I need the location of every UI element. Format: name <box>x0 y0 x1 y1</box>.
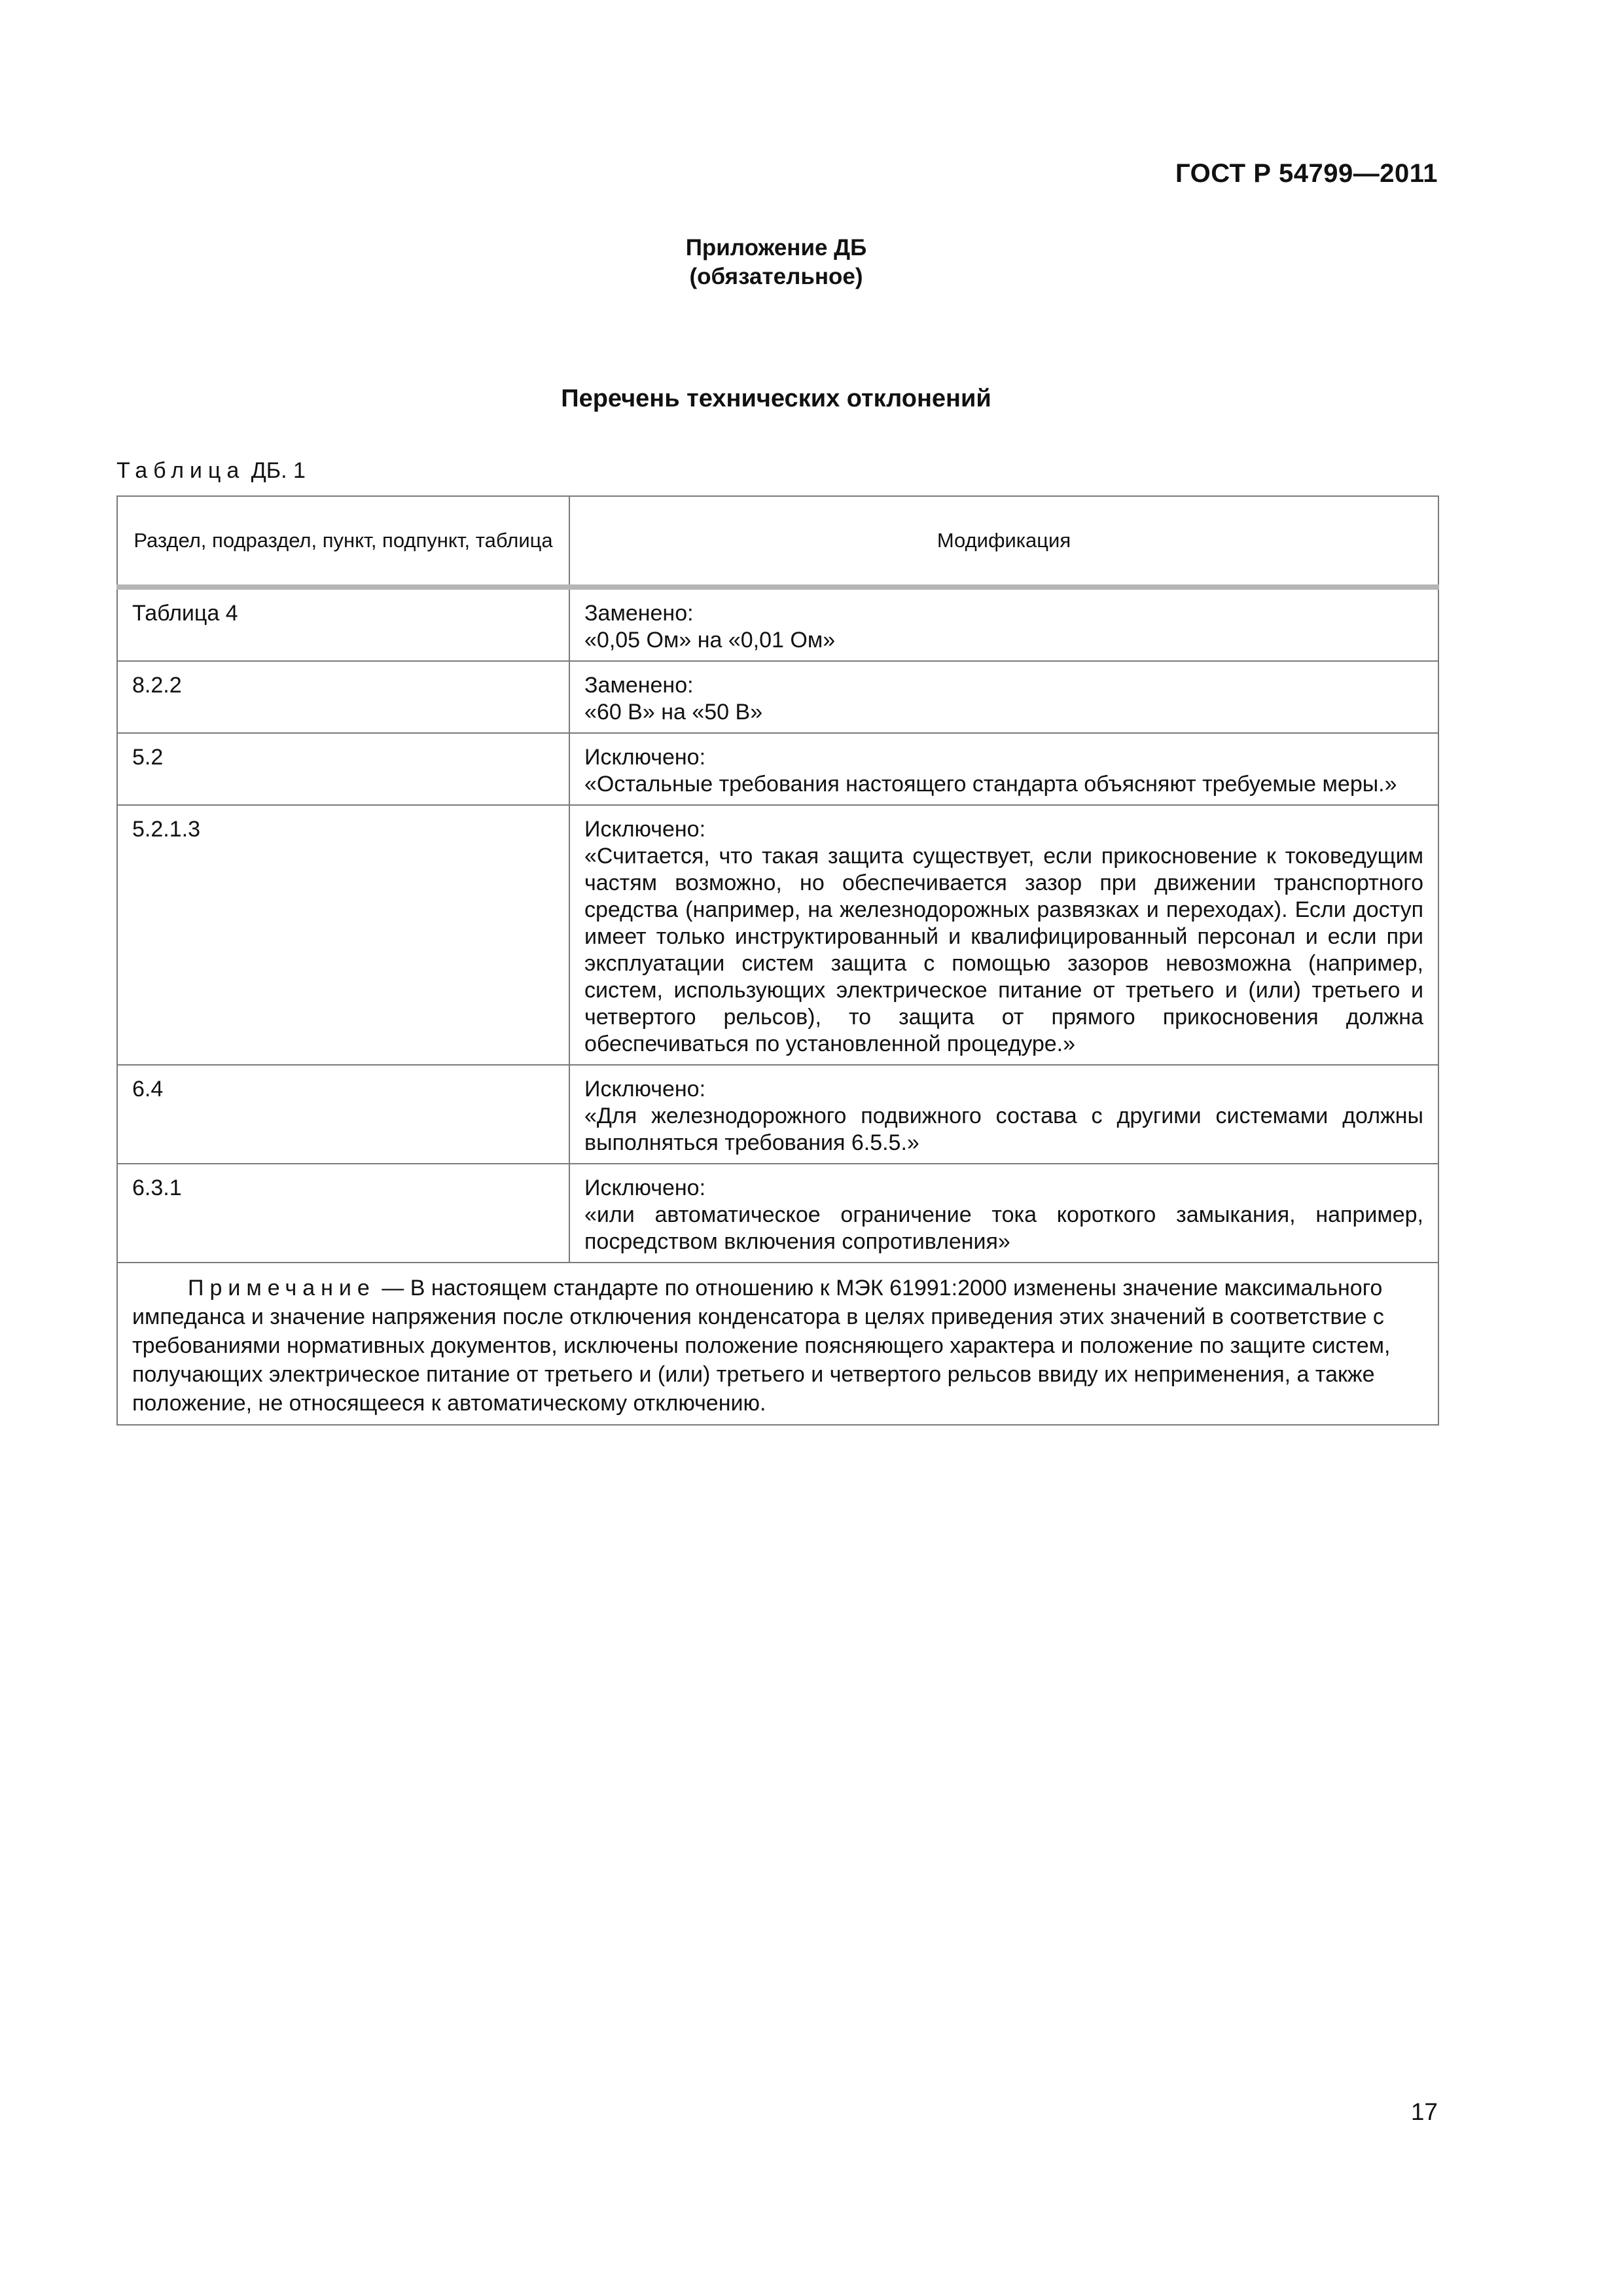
modification-kind: Заменено: <box>584 673 694 698</box>
table-row <box>117 1164 1438 1263</box>
row-modification <box>569 661 1438 733</box>
appendix-title: Приложение ДБ <box>685 235 867 260</box>
table-row <box>117 805 1438 1065</box>
appendix-status: (обязательное) <box>689 264 863 289</box>
modification-text: «Для железнодорожного подвижного состава с другими системами должны выполняться требования 6.5.5.» <box>584 1103 1423 1155</box>
modification-text: «60 В» на «50 В» <box>584 700 763 725</box>
table-row <box>117 733 1438 805</box>
row-modification <box>569 733 1438 805</box>
page-number: 17 <box>1410 2098 1438 2125</box>
table-caption-label: Таблица <box>116 458 245 483</box>
table-note-row <box>117 1263 1438 1425</box>
table-caption-number: ДБ. 1 <box>251 458 306 483</box>
table-caption <box>116 458 306 484</box>
row-modification <box>569 1164 1438 1263</box>
modification-text: «0,05 Ом» на «0,01 Ом» <box>584 628 836 653</box>
row-modification <box>569 587 1438 661</box>
note-text: — В настоящем стандарте по отношению к МЭК 61991:2000 изменены значение максимального импеданса и значение напряжения после отключения конденсатора в целях приведения этих значений в соответствие с требованиями нормативных документов, исключены положение поясняющего характера и положение по защите систем, получающих электрическое питание от третьего и (или) третьего и четвертого рельсов ввиду их неприменения, а также положение, не относящееся к автоматическому отключению. <box>132 1276 1391 1416</box>
modification-kind: Исключено: <box>584 817 706 842</box>
table-note <box>117 1263 1438 1425</box>
modification-kind: Исключено: <box>584 745 706 770</box>
appendix-heading <box>0 234 1552 291</box>
modification-text: «или автоматическое ограничение тока короткого замыкания, например, посредством включения сопротивления» <box>584 1202 1423 1254</box>
section-title: Перечень технических отклонений <box>561 385 991 412</box>
deviations-table <box>116 495 1439 1426</box>
modification-text: «Остальные требования настоящего стандарта объясняют требуемые меры.» <box>584 772 1397 797</box>
row-modification <box>569 805 1438 1065</box>
row-section: 5.2.1.3 <box>117 805 569 1065</box>
modification-kind: Заменено: <box>584 601 694 626</box>
row-section: 5.2 <box>117 733 569 805</box>
table-row <box>117 661 1438 733</box>
column-header-section: Раздел, подраздел, пункт, подпункт, таблица <box>117 496 569 587</box>
table-header-row <box>117 496 1438 587</box>
modification-kind: Исключено: <box>584 1077 706 1102</box>
table-row <box>117 587 1438 661</box>
row-section: Таблица 4 <box>117 587 569 661</box>
row-section: 6.4 <box>117 1065 569 1164</box>
row-section: 8.2.2 <box>117 661 569 733</box>
note-label: Примечание <box>188 1276 376 1300</box>
standard-designation: ГОСТ Р 54799—2011 <box>1175 159 1438 188</box>
modification-kind: Исключено: <box>584 1175 706 1200</box>
modification-text: «Считается, что такая защита существует, если прикосновение к токоведущим частям возможно, но обеспечивается зазор при движении транспортного средства (например, на железнодорожных развязках и переходах). Если доступ имеет только инструктированный и квалифицированный персонал и если при эксплуатации систем защита с помощью зазоров невозможна (например, систем, использующих электрическое питание от третьего и (или) третьего и четвертого рельсов), то защита от прямого прикосновения должна обеспечиваться по установленной процедуре.» <box>584 844 1423 1056</box>
row-section: 6.3.1 <box>117 1164 569 1263</box>
table-row <box>117 1065 1438 1164</box>
column-header-modification: Модификация <box>569 496 1438 587</box>
row-modification <box>569 1065 1438 1164</box>
